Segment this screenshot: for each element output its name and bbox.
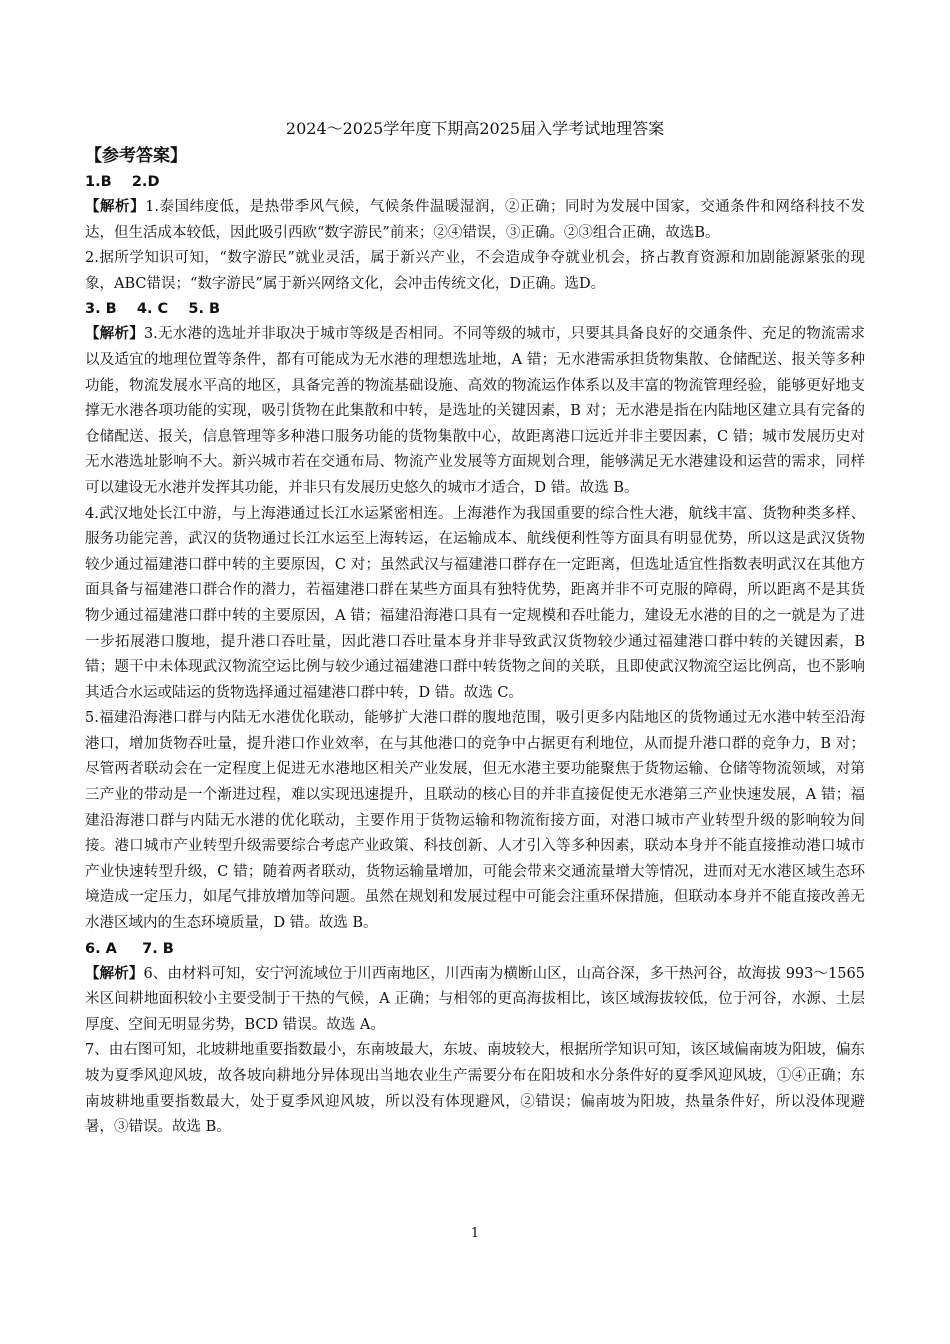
- reference-answer-heading: 【参考答案】: [85, 146, 187, 166]
- analysis-paragraph: [85, 246, 865, 297]
- analysis-paragraph: [85, 1038, 865, 1140]
- analysis-text: 4.武汉地处长江中游，与上海港通过长江水运紧密相连。上海港作为我国重要的综合性大港，航线丰富、货物种类多样、服务功能完善，武汉的货物通过长江水运至上海转运，在运输成本、航线便利性等方面具有明显优势，所以这是武汉货物较少通过福建港口群中转的主要原因，C 对；虽然武汉与福建港口群存在一定距离，但选址适宜性指数表明武汉在其他方面具备与福建港口群合作的潜力，若福建港口群在某些方面具有独特优势，距离并非不可克服的障碍，所以距离不是其货物少通过福建港口群中转的主要原因，A 错；福建沿海港口具有一定规模和吞吐能力，建设无水港的目的之一就是为了进一步拓展港口腹地，提升港口吞吐量，因此港口吞吐量本身并非导致武汉货物较少通过福建港口群中转的关键因素，B 错；题干中未体现武汉物流空运比例与较少通过福建港口群中转货物之间的关联，且即使武汉物流空运比例高，也不影响其适合水运或陆运的货物选择通过福建港口群中转，D 错。故选 C。: [85, 505, 865, 701]
- answer-document: [85, 118, 865, 1141]
- analysis-text: 7、由右图可知，北坡耕地重要指数最小，东南坡最大，东坡、南坡较大，根据所学知识可知，该区域偏南坡为阳坡，偏东坡为夏季风迎风坡，故各坡向耕地分异体现出当地农业生产需要分布在阳坡和水分条件好的夏季风迎风坡，①④正确；东南坡耕地重要指数最大，处于夏季风迎风坡，所以没有体现避风，②错误；偏南坡为阳坡，热量条件好，所以没体现避暑，③错误。故选 B。: [85, 1042, 865, 1136]
- analysis-paragraph: [85, 502, 865, 707]
- document-title: 2024～2025学年度下期高2025届入学考试地理答案: [285, 119, 665, 138]
- analysis-paragraph: [85, 706, 865, 936]
- answer-line: 1.B 2.D: [85, 174, 160, 190]
- analysis-text: 3.无水港的选址并非取决于城市等级是否相同。不同等级的城市，只要其具备良好的交通条件、充足的物流需求以及适宜的地理位置等条件，都有可能成为无水港的理想选址地，A 错；无水港需承担货物集散、仓储配送、报关等多种功能，物流发展水平高的地区，具备完善的物流基础设施、高效的物流运作体系以及丰富的物流管理经验，能够更好地支撑无水港各项功能的实现，吸引货物在此集散和中转，是选址的关键因素，B 对；无水港是指在内陆地区建立具有完备的仓储配送、报关，信息管理等多种港口服务功能的货物集散中心，故距离港口远近并非主要因素，C 错；城市发展历史对无水港选址影响不大。新兴城市若在交通布局、物流产业发展等方面规划合理，能够满足无水港建设和运营的需求，同样可以建设无水港并发挥其功能，并非只有发展历史悠久的城市才适合，D 错。故选 B。: [85, 326, 865, 496]
- analysis-paragraph: [85, 195, 865, 246]
- analysis-paragraph: [85, 322, 865, 501]
- analysis-text: 6、由材料可知，安宁河流域位于川西南地区，川西南为横断山区，山高谷深，多干热河谷，故海拔 993～1565 米区间耕地面积较小主要受制于干热的气候，A 正确；与相邻的更高海拔相比，该区域海拔较低，位于河谷，水源、土层厚度、空间无明显劣势，BCD 错误。故选 A。: [85, 965, 865, 1033]
- analysis-text: 5.福建沿海港口群与内陆无水港优化联动，能够扩大港口群的腹地范围，吸引更多内陆地区的货物通过无水港中转至沿海港口，增加货物吞吐量，提升港口作业效率，在与其他港口的竞争中占据更有利地位，从而提升港口群的竞争力，B 对；尽管两者联动会在一定程度上促进无水港地区相关产业发展，但无水港主要功能聚焦于货物运输、仓储等物流领域，对第三产业的带动是一个渐进过程，难以实现迅速提升，且联动的核心目的并非直接促使无水港第三产业快速发展，A 错；福建沿海港口群与内陆无水港的优化联动，主要作用于货物运输和物流衔接方面，对港口城市产业转型升级的影响较为间接。港口城市产业转型升级需要综合考虑产业政策、科技创新、人才引入等多种因素，联动本身并不能直接推动港口城市产业快速转型升级，C 错；随着两者联动，货物运输量增加，可能会带来交通流量增大等情况，进而对无水港区域生态环境造成一定压力，如尾气排放增加等问题。虽然在规划和发展过程中可能会注重环保措施，但联动本身并不能直接改善无水港区域内的生态环境质量，D 错。故选 B。: [85, 710, 865, 932]
- analysis-text: 2.据所学知识可知，“数字游民”就业灵活，属于新兴产业，不会造成争夺就业机会，挤占教育资源和加剧能源紧张的现象，ABC错误；“数字游民”属于新兴网络文化，会冲击传统文化，D正确。选D。: [85, 250, 865, 292]
- analysis-text: 1.泰国纬度低，是热带季风气候，气候条件温暖湿润，②正确；同时为发展中国家，交通条件和网络科技不发达，但生活成本较低，因此吸引西欧“数字游民”前来；②④错误，③正确。②③组合正确，故选B。: [85, 199, 865, 241]
- analysis-tag: 【解析】: [85, 326, 144, 343]
- analysis-tag: 【解析】: [85, 199, 146, 215]
- page-number: 1: [470, 1226, 480, 1241]
- analysis-paragraph: [85, 962, 865, 1039]
- answer-line: 6. A 7. B: [85, 940, 174, 957]
- answer-line: 3. B 4. C 5. B: [85, 301, 221, 318]
- analysis-tag: 【解析】: [85, 965, 144, 982]
